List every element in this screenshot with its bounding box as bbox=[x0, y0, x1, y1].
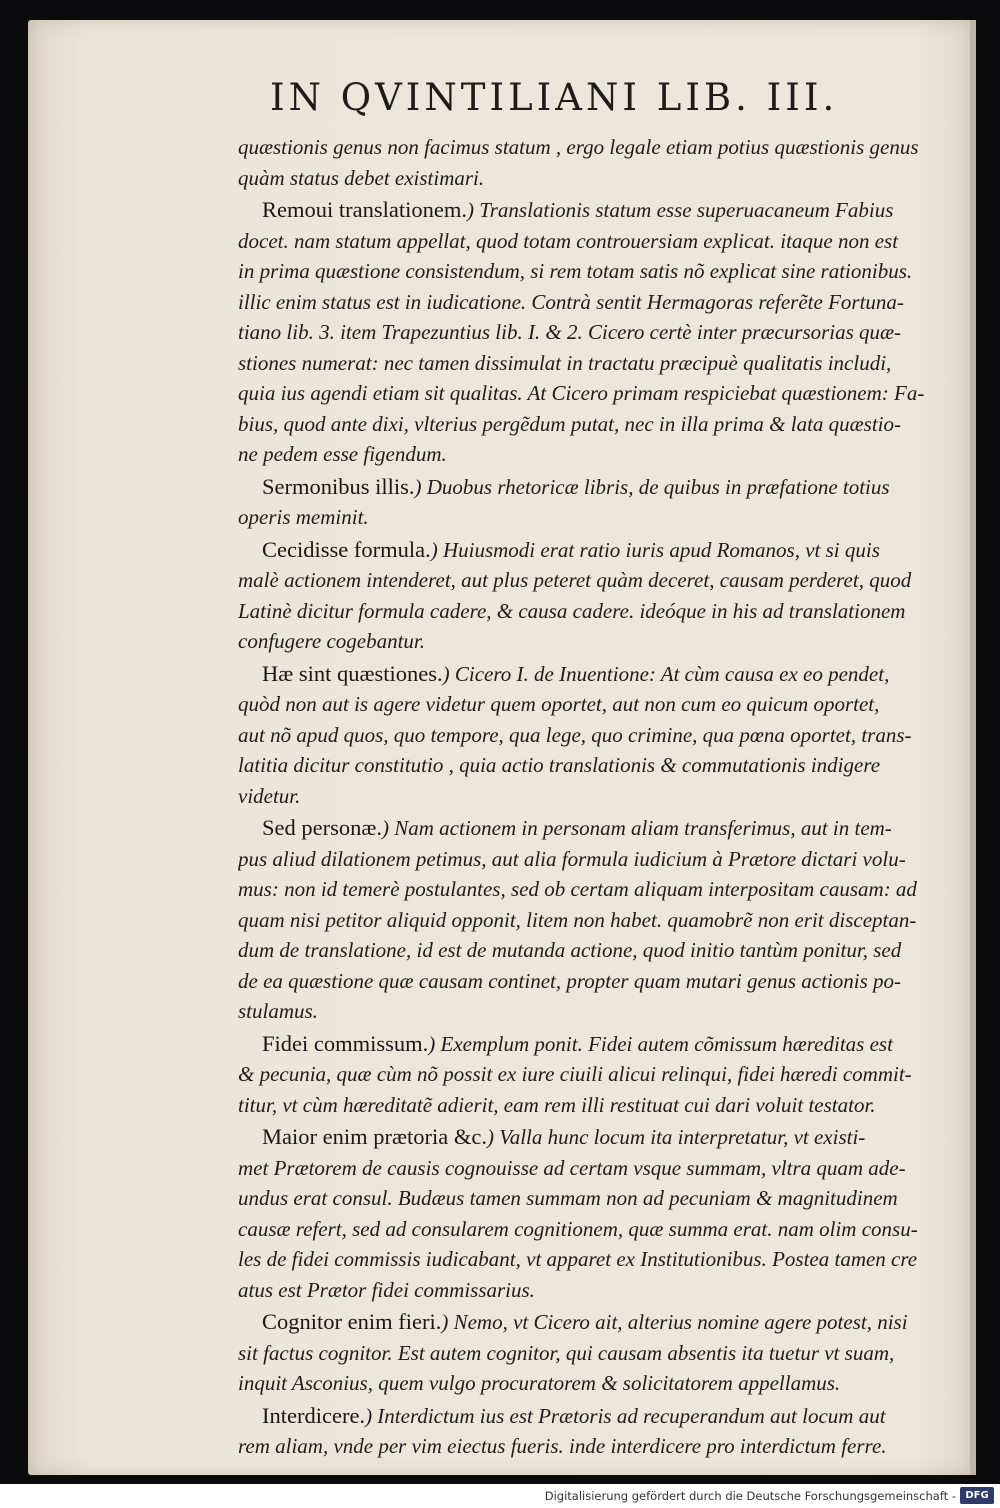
line-text: dum de translatione, id est de mutanda actione, quod initio tantùm ponitur, sed bbox=[238, 938, 902, 962]
funding-credit: Digitalisierung gefördert durch die Deutsche Forschungsgemeinschaft - bbox=[544, 1489, 956, 1503]
text-line bbox=[238, 163, 962, 194]
text-line bbox=[238, 1090, 962, 1121]
line-text: aut nõ apud quos, quo tempore, qua lege, quo crimine, qua pœna oportet, trans- bbox=[238, 722, 912, 747]
text-line bbox=[238, 132, 962, 163]
paragraph-first-line bbox=[238, 659, 962, 690]
lemma-heading: Fidei commissum. bbox=[262, 1030, 429, 1056]
running-head: IN QVINTILIANI LIB. III. bbox=[270, 76, 839, 119]
text-line bbox=[238, 348, 962, 379]
paragraph-first-line bbox=[238, 535, 962, 566]
line-text: sit factus cognitor. Est autem cognitor, qui causam absentis ita tuetur vt suam, bbox=[238, 1340, 895, 1365]
text-line bbox=[238, 1183, 962, 1214]
line-text: undus erat consul. Budæus tamen summam non ad pecuniam & magnitudinem bbox=[238, 1186, 898, 1210]
line-text: ) Interdictum ius est Prætoris ad recuperandum aut locum aut bbox=[365, 1403, 886, 1428]
line-text: mus: non id temerè postulantes, sed ob certam aliquam interpositam causam: ad bbox=[238, 877, 917, 901]
line-text: inquit Asconius, quem vulgo procuratorem & solicitatorem appellamus. bbox=[238, 1371, 841, 1395]
text-line bbox=[238, 996, 962, 1027]
line-text: malè actionem intenderet, aut plus peteret quàm deceret, causam perderet, quod bbox=[238, 568, 912, 592]
text-line bbox=[238, 1244, 962, 1275]
text-line bbox=[238, 966, 962, 997]
lemma-heading: Cecidisse formula. bbox=[262, 536, 431, 562]
lemma-heading: Sed personæ. bbox=[262, 815, 382, 840]
text-line bbox=[238, 935, 962, 966]
text-line bbox=[238, 439, 962, 470]
text-line bbox=[238, 226, 962, 257]
paragraph-first-line bbox=[238, 1401, 962, 1432]
text-line bbox=[238, 781, 962, 812]
line-text: videtur. bbox=[238, 783, 301, 808]
line-text: ) Huiusmodi erat ratio iuris apud Romanos, vt si quis bbox=[430, 537, 880, 562]
line-text: ) Duobus rhetoricæ libris, de quibus in præfatione totius bbox=[414, 474, 890, 499]
paragraph-first-line bbox=[238, 472, 962, 503]
dfg-logo: DFG bbox=[960, 1487, 994, 1504]
line-text: ) Nemo, vt Cicero ait, alterius nomine agere potest, nisi bbox=[441, 1310, 908, 1334]
paragraph-first-line bbox=[238, 813, 962, 844]
footer-bar bbox=[0, 1484, 1000, 1508]
lemma-heading: Hæ sint quæstiones. bbox=[262, 660, 443, 686]
line-text: ne pedem esse figendum. bbox=[238, 442, 447, 466]
paragraph-first-line bbox=[238, 1307, 962, 1338]
line-text: de ea quæstione quæ causam continet, propter quam mutari genus actionis po- bbox=[238, 968, 901, 993]
lemma-heading: Maior enim prætoria &c. bbox=[262, 1124, 487, 1149]
text-line bbox=[238, 287, 962, 318]
line-text: latitia dicitur constitutio , quia actio translationis & commutationis indigere bbox=[238, 753, 881, 777]
text-line bbox=[238, 750, 962, 781]
line-text: atus est Prætor fidei commissarius. bbox=[238, 1277, 535, 1302]
text-line bbox=[238, 626, 962, 657]
text-line bbox=[238, 1275, 962, 1306]
line-text: quòd non aut is agere videtur quem oportet, aut non cum eo quicum oportet, bbox=[238, 692, 880, 716]
text-line bbox=[238, 874, 962, 905]
text-line bbox=[238, 1431, 962, 1462]
text-line bbox=[238, 1338, 962, 1369]
paragraph-first-line bbox=[238, 1029, 962, 1060]
text-line bbox=[238, 1368, 962, 1399]
line-text: rem aliam, vnde per vim eiectus fueris. inde interdicere pro interdictum ferre. bbox=[238, 1434, 887, 1458]
line-text: tiano lib. 3. item Trapezuntius lib. I. & 2. Cicero certè inter præcursorias quæ- bbox=[238, 320, 902, 344]
line-text: illic enim status est in iudicatione. Contrà sentit Hermagoras referẽte Fortuna- bbox=[238, 289, 904, 314]
text-line bbox=[238, 720, 962, 751]
text-line bbox=[238, 905, 962, 936]
line-text: stulamus. bbox=[238, 999, 318, 1023]
line-text: pus aliud dilationem petimus, aut alia formula iudicium à Prætore dictari volu- bbox=[238, 846, 906, 871]
text-line bbox=[238, 1214, 962, 1245]
text-line bbox=[238, 409, 962, 440]
commentary-text bbox=[238, 132, 962, 1462]
line-text: stiones numerat: nec tamen dissimulat in tractatu præcipuè qualitatis includi, bbox=[238, 350, 892, 375]
line-text: & pecunia, quæ cùm nõ possit ex iure ciuili alicui relinqui, fidei hæredi commit- bbox=[238, 1062, 912, 1086]
text-line bbox=[238, 596, 962, 627]
line-text: titur, vt cùm hæreditatẽ adierit, eam rem illi restituat cui dari voluit testator. bbox=[238, 1092, 876, 1117]
text-line bbox=[238, 256, 962, 287]
lemma-heading: Interdicere. bbox=[262, 1402, 366, 1428]
line-text: quam nisi petitor aliquid opponit, litem non habet. quamobrẽ non erit disceptan- bbox=[238, 907, 917, 932]
text-line bbox=[238, 502, 962, 533]
lemma-heading: Sermonibus illis. bbox=[262, 473, 415, 499]
line-text: met Prætorem de causis cognouisse ad certam vsque summam, vltra quam ade- bbox=[238, 1155, 906, 1180]
line-text: quæstionis genus non facimus statum , ergo legale etiam potius quæstionis genus bbox=[238, 135, 919, 159]
line-text: les de fidei commissis iudicabant, vt apparet ex Institutionibus. Postea tamen cre bbox=[238, 1247, 918, 1271]
line-text: in prima quæstione consistendum, si rem totam satis nõ explicat sine rationibus. bbox=[238, 259, 913, 283]
line-text: bius, quod ante dixi, vlterius pergẽdum putat, nec in illa prima & lata quæstio- bbox=[238, 411, 902, 436]
line-text: causæ refert, sed ad consularem cognitionem, quæ summa erat. nam olim consu- bbox=[238, 1216, 918, 1241]
line-text: operis meminit. bbox=[238, 505, 369, 529]
line-text: quia ius agendi etiam sit qualitas. At Cicero primam respiciebat quæstionem: Fa- bbox=[238, 381, 925, 405]
line-text: ) Valla hunc locum ita interpretatur, vt existi- bbox=[486, 1125, 866, 1149]
paragraph-first-line bbox=[238, 195, 962, 226]
line-text: ) Cicero I. de Inuentione: At cùm causa ex eo pendet, bbox=[442, 661, 890, 686]
text-line bbox=[238, 1059, 962, 1090]
lemma-heading: Cognitor enim fieri. bbox=[262, 1309, 442, 1334]
page-edge bbox=[970, 20, 976, 1475]
text-line bbox=[238, 565, 962, 596]
line-text: Latinè dicitur formula cadere, & causa cadere. ideóque in his ad translationem bbox=[238, 598, 906, 623]
line-text: ) Exemplum ponit. Fidei autem cõmissum hæreditas est bbox=[428, 1031, 893, 1056]
text-line bbox=[238, 378, 962, 409]
line-text: confugere cogebantur. bbox=[238, 629, 426, 653]
lemma-heading: Remoui translationem. bbox=[262, 197, 467, 222]
line-text: ) Nam actionem in personam aliam transferimus, aut in tem- bbox=[382, 816, 892, 840]
line-text: quàm status debet existimari. bbox=[238, 165, 485, 190]
line-text: docet. nam statum appellat, quod totam controuersiam explicat. itaque non est bbox=[238, 228, 899, 253]
text-line bbox=[238, 317, 962, 348]
line-text: ) Translationis statum esse superuacaneum Fabius bbox=[466, 198, 894, 222]
text-line bbox=[238, 1153, 962, 1184]
paragraph-first-line bbox=[238, 1122, 962, 1153]
text-line bbox=[238, 689, 962, 720]
text-line bbox=[238, 844, 962, 875]
